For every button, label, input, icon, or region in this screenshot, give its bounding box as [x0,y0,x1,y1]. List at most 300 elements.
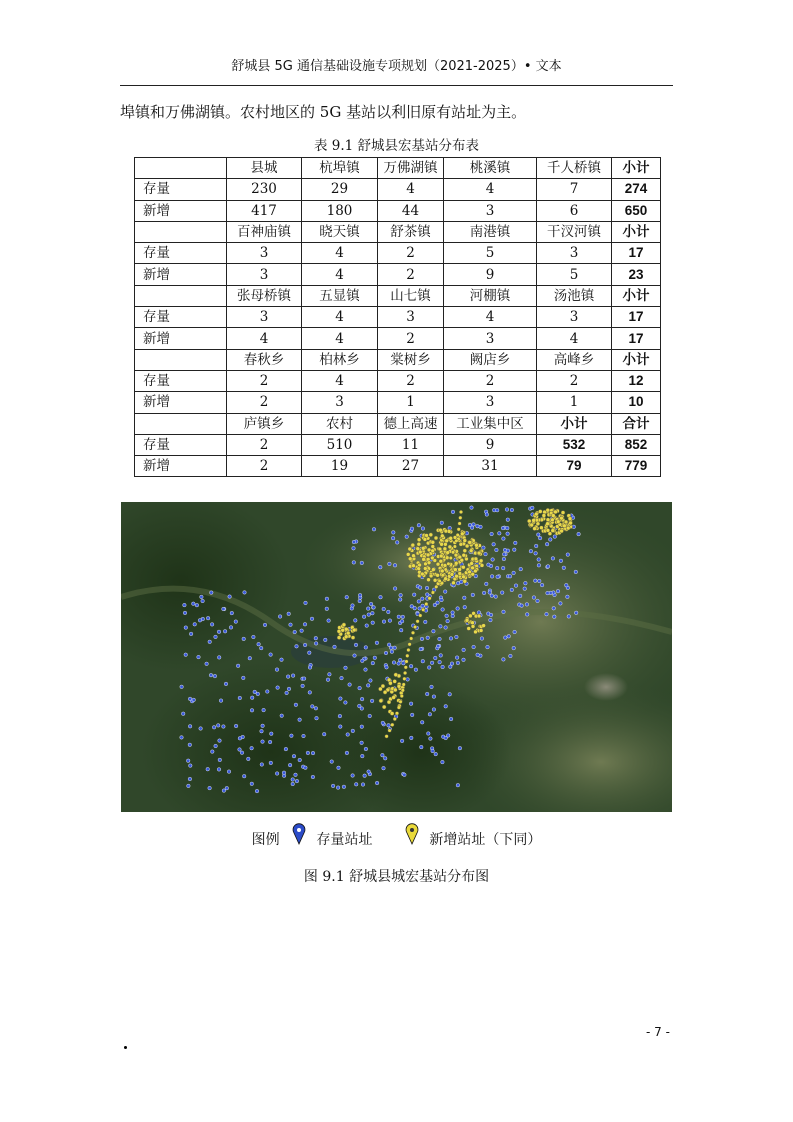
new-station-marker [482,624,486,628]
existing-station-marker [228,595,232,599]
existing-station-marker [360,725,364,729]
new-station-marker [385,735,389,739]
table-header-cell: 小计 [612,285,661,306]
existing-station-marker [304,601,308,605]
existing-station-marker [358,686,362,690]
existing-station-marker [382,766,386,770]
existing-station-marker [565,583,569,587]
existing-station-marker [520,604,524,608]
existing-station-marker [566,595,570,599]
existing-station-marker [490,575,494,579]
new-station-marker [533,527,537,531]
existing-station-marker [269,653,273,657]
new-station-marker [434,536,438,540]
existing-station-marker [425,593,429,597]
new-station-marker [467,627,471,631]
new-station-marker [460,532,464,536]
existing-station-marker [388,619,392,623]
existing-station-marker [574,611,578,615]
new-station-marker [542,514,546,518]
new-station-marker [468,570,472,574]
existing-station-marker [410,713,414,717]
new-station-marker [383,690,387,694]
existing-station-marker [298,758,302,762]
table-cell: 779 [612,456,661,477]
existing-station-marker [567,615,571,619]
new-station-marker [452,581,456,585]
existing-station-marker [387,643,391,647]
existing-station-marker [314,707,318,711]
existing-station-marker [288,763,292,767]
existing-station-marker [444,736,448,740]
new-station-marker [443,547,447,551]
existing-station-marker [508,575,512,579]
table-cell: 3 [302,392,378,413]
existing-station-marker [363,774,367,778]
existing-station-marker [336,786,340,790]
existing-station-marker [208,786,212,790]
existing-station-marker [346,733,350,737]
table-cell: 3 [378,307,444,328]
table-header-cell: 晓天镇 [302,221,378,242]
new-station-marker [395,712,399,716]
existing-station-marker [536,599,540,603]
table-cell: 4 [302,328,378,349]
new-station-marker [417,567,421,571]
existing-station-marker [372,606,376,610]
existing-station-marker [456,783,460,787]
existing-station-marker [449,665,453,669]
table-cell: 9 [444,264,537,285]
new-station-marker [465,618,469,622]
new-station-marker [378,687,382,691]
table-cell: 3 [227,307,302,328]
new-station-marker [351,636,355,640]
new-station-marker [427,561,431,565]
table-cell: 79 [537,456,612,477]
existing-station-marker [364,668,368,672]
existing-station-marker [224,682,228,686]
existing-station-marker [420,721,424,725]
existing-station-marker [308,651,312,655]
existing-station-marker [540,583,544,587]
table-header-cell: 河棚镇 [444,285,537,306]
existing-station-marker [491,558,495,562]
existing-station-marker [284,747,288,751]
new-station-marker [546,508,550,512]
table-cell: 4 [444,179,537,200]
existing-station-marker [361,783,365,787]
existing-station-marker [302,677,306,681]
existing-station-marker [199,727,203,731]
existing-station-marker [353,654,357,658]
new-station-marker [468,540,472,544]
existing-station-marker [218,758,222,762]
existing-station-marker [206,767,210,771]
existing-station-marker [425,586,429,590]
table-row-label: 存量 [135,243,227,264]
new-station-marker [461,565,465,569]
table-header-cell: 小计 [612,349,661,370]
table-cell: 2 [227,456,302,477]
existing-station-marker [181,712,185,716]
existing-station-marker [186,759,190,763]
table-cell: 1 [378,392,444,413]
new-station-marker [388,729,392,733]
yellow-map-pin-icon [405,823,419,845]
existing-station-marker [534,579,538,583]
existing-station-marker [549,538,553,542]
existing-station-marker [500,591,504,595]
existing-station-marker [574,570,578,574]
new-station-marker [408,557,412,561]
existing-station-marker [514,541,518,545]
existing-station-marker [534,544,538,548]
satellite-map [121,502,672,812]
existing-station-marker [291,778,295,782]
existing-station-marker [306,751,310,755]
existing-station-marker [393,587,397,591]
existing-station-marker [248,656,252,660]
body-paragraph: 埠镇和万佛湖镇。农村地区的 5G 基站以利旧原有站址为主。 [120,103,527,121]
table-header-cell: 棠树乡 [378,349,444,370]
existing-station-marker [268,740,272,744]
new-station-marker [407,648,411,652]
new-station-marker [556,520,560,524]
existing-station-marker [470,526,474,530]
existing-station-marker [373,656,377,660]
existing-station-marker [364,646,368,650]
table-cell: 3 [444,392,537,413]
existing-station-marker [420,745,424,749]
existing-station-marker [362,615,366,619]
existing-station-marker [438,637,442,641]
new-station-marker [469,549,473,553]
existing-station-marker [234,724,238,728]
existing-station-marker [188,725,192,729]
existing-station-marker [223,630,227,634]
existing-station-marker [448,693,452,697]
existing-station-marker [393,646,397,650]
existing-station-marker [444,705,448,709]
existing-station-marker [261,724,265,728]
new-station-marker [477,551,481,555]
existing-station-marker [506,532,510,536]
table-header-cell: 千人桥镇 [537,158,612,179]
existing-station-marker [410,736,414,740]
existing-station-marker [498,532,502,536]
existing-station-marker [502,658,506,662]
new-station-marker [451,551,455,555]
new-station-marker [382,705,386,709]
table-header-cell: 阙店乡 [444,349,537,370]
existing-station-marker [330,760,334,764]
new-station-marker [551,514,555,518]
table-cell: 230 [227,179,302,200]
existing-station-marker [552,607,556,611]
table-cell: 31 [444,456,537,477]
existing-station-marker [424,620,428,624]
existing-station-marker [427,666,431,670]
existing-station-marker [230,611,234,615]
new-station-marker [392,696,396,700]
existing-station-marker [501,526,505,530]
existing-station-marker [449,717,453,721]
existing-station-marker [290,734,294,738]
new-station-marker [473,569,477,573]
existing-station-marker [287,687,291,691]
new-station-marker [417,542,421,546]
table-cell: 4 [302,370,378,391]
existing-station-marker [208,640,212,644]
table-cell: 6 [537,200,612,221]
new-station-marker [445,539,449,543]
existing-station-marker [198,619,202,623]
existing-station-marker [303,623,307,627]
existing-station-marker [495,508,499,512]
existing-station-marker [242,774,246,778]
new-station-marker [450,572,454,576]
existing-station-marker [280,714,284,718]
new-station-marker [412,564,416,568]
existing-station-marker [441,760,445,764]
existing-station-marker [217,768,221,772]
existing-station-marker [371,621,375,625]
existing-station-marker [463,596,467,600]
existing-station-marker [344,666,348,670]
table-cell: 3 [444,200,537,221]
new-station-marker [551,529,555,533]
existing-station-marker [455,656,459,660]
existing-station-marker [487,563,491,567]
existing-station-marker [421,597,425,601]
new-station-marker [532,518,536,522]
table-row [135,179,661,200]
existing-station-marker [553,535,557,539]
new-station-marker [352,628,356,632]
existing-station-marker [456,607,460,611]
table-header-cell: 农村 [302,413,378,434]
new-station-marker [534,512,538,516]
existing-station-marker [302,734,306,738]
table-cell: 2 [378,370,444,391]
existing-station-marker [532,596,536,600]
existing-station-marker [524,581,528,585]
existing-station-marker [506,518,510,522]
existing-station-marker [513,630,517,634]
table-header-cell: 万佛湖镇 [378,158,444,179]
existing-station-marker [488,591,492,595]
new-station-marker [431,540,435,544]
table-header-cell: 小计 [612,158,661,179]
existing-station-marker [189,764,193,768]
new-station-marker [431,545,435,549]
new-station-marker [387,700,391,704]
existing-station-marker [398,658,402,662]
new-station-marker [404,666,408,670]
existing-station-marker [229,626,233,630]
new-station-marker [554,510,558,514]
base-station-map [121,502,672,812]
new-station-marker [425,602,429,606]
existing-station-marker [472,523,476,527]
table-row [135,328,661,349]
existing-station-marker [434,656,438,660]
table-cell: 2 [227,434,302,455]
table-row-label: 存量 [135,307,227,328]
new-station-marker [421,546,425,550]
table-cell: 17 [612,307,661,328]
table-cell: 1 [537,392,612,413]
existing-station-marker [315,716,319,720]
existing-station-marker [282,771,286,775]
existing-station-marker [420,637,424,641]
existing-station-marker [310,617,314,621]
new-station-marker [400,694,404,698]
new-station-marker [536,522,540,526]
table-cell: 4 [302,307,378,328]
existing-station-marker [188,697,192,701]
existing-station-marker [387,724,391,728]
existing-station-marker [395,541,399,545]
existing-station-marker [311,705,315,709]
existing-station-marker [371,661,375,665]
existing-station-marker [253,690,257,694]
new-station-marker [411,543,415,547]
table-cell: 2 [227,392,302,413]
existing-station-marker [518,594,522,598]
existing-station-marker [280,658,284,662]
existing-station-marker [340,676,344,680]
new-station-marker [445,556,449,560]
existing-station-marker [392,661,396,665]
table-header-cell: 张母桥镇 [227,285,302,306]
table-cell: 4 [302,264,378,285]
table-cell: 2 [444,370,537,391]
existing-station-marker [471,593,475,597]
existing-station-marker [311,775,315,779]
existing-station-marker [372,528,376,532]
existing-station-marker [211,750,215,754]
table-cell: 17 [612,328,661,349]
existing-station-marker [269,761,273,765]
existing-station-marker [361,754,365,758]
new-station-marker [546,522,550,526]
new-station-marker [394,673,398,677]
existing-station-marker [370,699,374,703]
existing-station-marker [421,527,425,531]
table-cell: 5 [537,264,612,285]
new-station-marker [393,679,397,683]
existing-station-marker [260,763,264,767]
new-station-marker [454,561,458,565]
existing-station-marker [490,532,494,536]
existing-station-marker [337,766,341,770]
existing-station-marker [275,772,279,776]
new-station-marker [546,518,550,522]
existing-station-marker [371,611,375,615]
new-station-marker [390,712,394,716]
existing-station-marker [301,684,305,688]
existing-station-marker [345,595,349,599]
new-station-marker [420,572,424,576]
existing-station-marker [180,736,184,740]
existing-station-marker [409,664,413,668]
table-cell: 417 [227,200,302,221]
table-row-label: 新增 [135,200,227,221]
new-station-marker [444,568,448,572]
table-cell: 27 [378,456,444,477]
station-distribution-table [134,157,661,477]
existing-station-marker [456,581,460,585]
table-cell: 3 [444,328,537,349]
new-station-marker [388,681,392,685]
existing-station-marker [250,782,254,786]
table-header-cell: 干汊河镇 [537,221,612,242]
existing-station-marker [214,744,218,748]
existing-station-marker [189,632,193,636]
legend-title: 图例 [251,832,280,848]
table-cell: 44 [378,200,444,221]
existing-station-marker [259,646,263,650]
existing-station-marker [217,656,221,660]
table-header-cell: 县城 [227,158,302,179]
existing-station-marker [462,648,466,652]
new-station-marker [568,517,572,521]
new-station-marker [462,575,466,579]
existing-station-marker [354,619,358,623]
existing-station-marker [387,610,391,614]
new-station-marker [459,510,463,514]
existing-station-marker [553,615,557,619]
table-cell: 4 [302,243,378,264]
new-station-marker [417,538,421,542]
existing-station-marker [295,645,299,649]
new-station-marker [441,574,445,578]
existing-station-marker [443,590,447,594]
new-station-marker [550,518,554,522]
existing-station-marker [529,549,533,553]
existing-station-marker [401,615,405,619]
existing-station-marker [348,683,352,687]
new-station-marker [433,578,437,582]
new-station-marker [409,637,413,641]
new-station-marker [408,547,412,551]
existing-station-marker [440,521,444,525]
existing-station-marker [369,602,373,606]
existing-station-marker [292,754,296,758]
existing-station-marker [326,678,330,682]
new-station-marker [429,574,433,578]
blue-map-pin-icon [292,823,306,845]
existing-station-marker [531,506,535,510]
existing-station-marker [490,594,494,598]
existing-station-marker [480,637,484,641]
existing-station-marker [212,726,216,730]
existing-station-marker [439,625,443,629]
existing-station-marker [338,714,342,718]
existing-station-marker [513,548,517,552]
existing-station-marker [502,553,506,557]
existing-station-marker [384,651,388,655]
footer-dot [124,1046,127,1049]
existing-station-marker [449,637,453,641]
existing-station-marker [429,737,433,741]
existing-station-marker [304,766,308,770]
existing-station-marker [278,615,282,619]
existing-station-marker [519,567,523,571]
existing-station-marker [250,709,254,713]
